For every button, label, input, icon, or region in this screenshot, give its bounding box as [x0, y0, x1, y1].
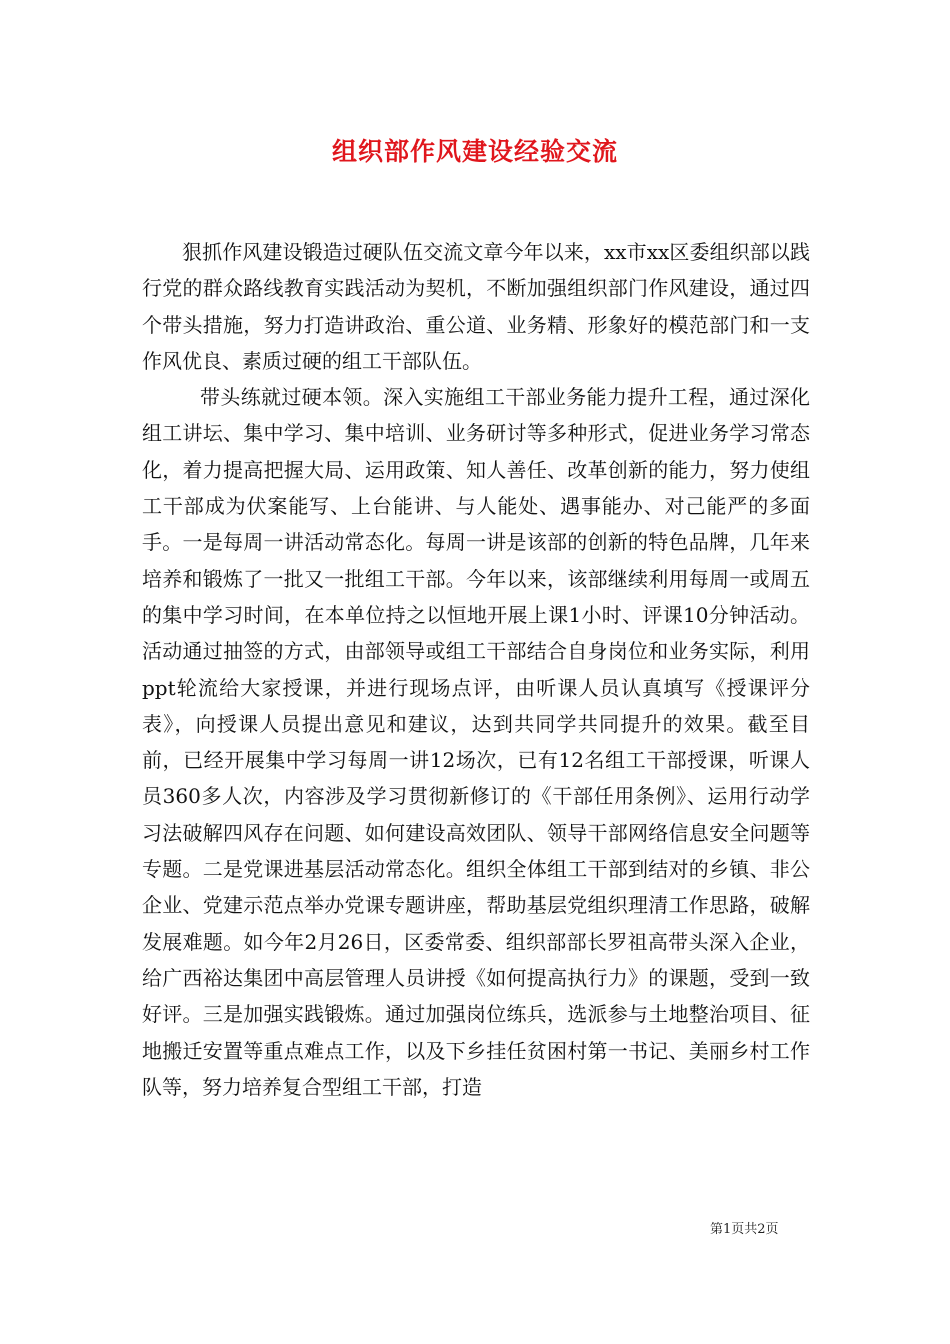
- document-body: [142, 234, 810, 1105]
- paragraph-intro: 狠抓作风建设锻造过硬队伍交流文章今年以来，xx市xx区委组织部以践行党的群众路线教育实践活动为契机，不断加强组织部门作风建设，通过四个带头措施，努力打造讲政治、重公道、业务精、形象好的模范部门和一支作风优良、素质过硬的组工干部队伍。: [142, 240, 810, 373]
- document-title: 组织部作风建设经验交流: [331, 137, 618, 166]
- paragraph-skills: 带头练就过硬本领。深入实施组工干部业务能力提升工程，通过深化组工讲坛、集中学习、集中培训、业务研讨等多种形式，促进业务学习常态化，着力提高把握大局、运用政策、知人善任、改革创新的能力，努力使组工干部成为伏案能写、上台能讲、与人能处、遇事能办、对己能严的多面手。一是每周一讲活动常态化。每周一讲是该部的创新的特色品牌，几年来培养和锻炼了一批又一批组工干部。今年以来，该部继续利用每周一或周五的集中学习时间，在本单位持之以恒地开展上课1小时、评课10分钟活动。活动通过抽签的方式，由部领导或组工干部结合自身岗位和业务实际，利用ppt轮流给大家授课，并进行现场点评，由听课人员认真填写《授课评分表》，向授课人员提出意见和建议，达到共同学共同提升的效果。截至目前，已经开展集中学习每周一讲12场次，已有12名组工干部授课，听课人员360多人次，内容涉及学习贯彻新修订的《干部任用条例》、运用行动学习法破解四风存在问题、如何建设高效团队、领导干部网络信息安全问题等专题。二是党课进基层活动常态化。组织全体组工干部到结对的乡镇、非公企业、党建示范点举办党课专题讲座，帮助基层党组织理清工作思路，破解发展难题。如今年2月26日，区委常委、组织部部长罗祖高带头深入企业，给广西裕达集团中高层管理人员讲授《如何提高执行力》的课题，受到一致好评。三是加强实践锻炼。通过加强岗位练兵，选派参与土地整治项目、征地搬迁安置等重点难点工作，以及下乡挂任贫困村第一书记、美丽乡村工作队等，努力培养复合型组工干部，打造: [142, 385, 810, 1099]
- page-number: 第1页共2页: [710, 1222, 779, 1237]
